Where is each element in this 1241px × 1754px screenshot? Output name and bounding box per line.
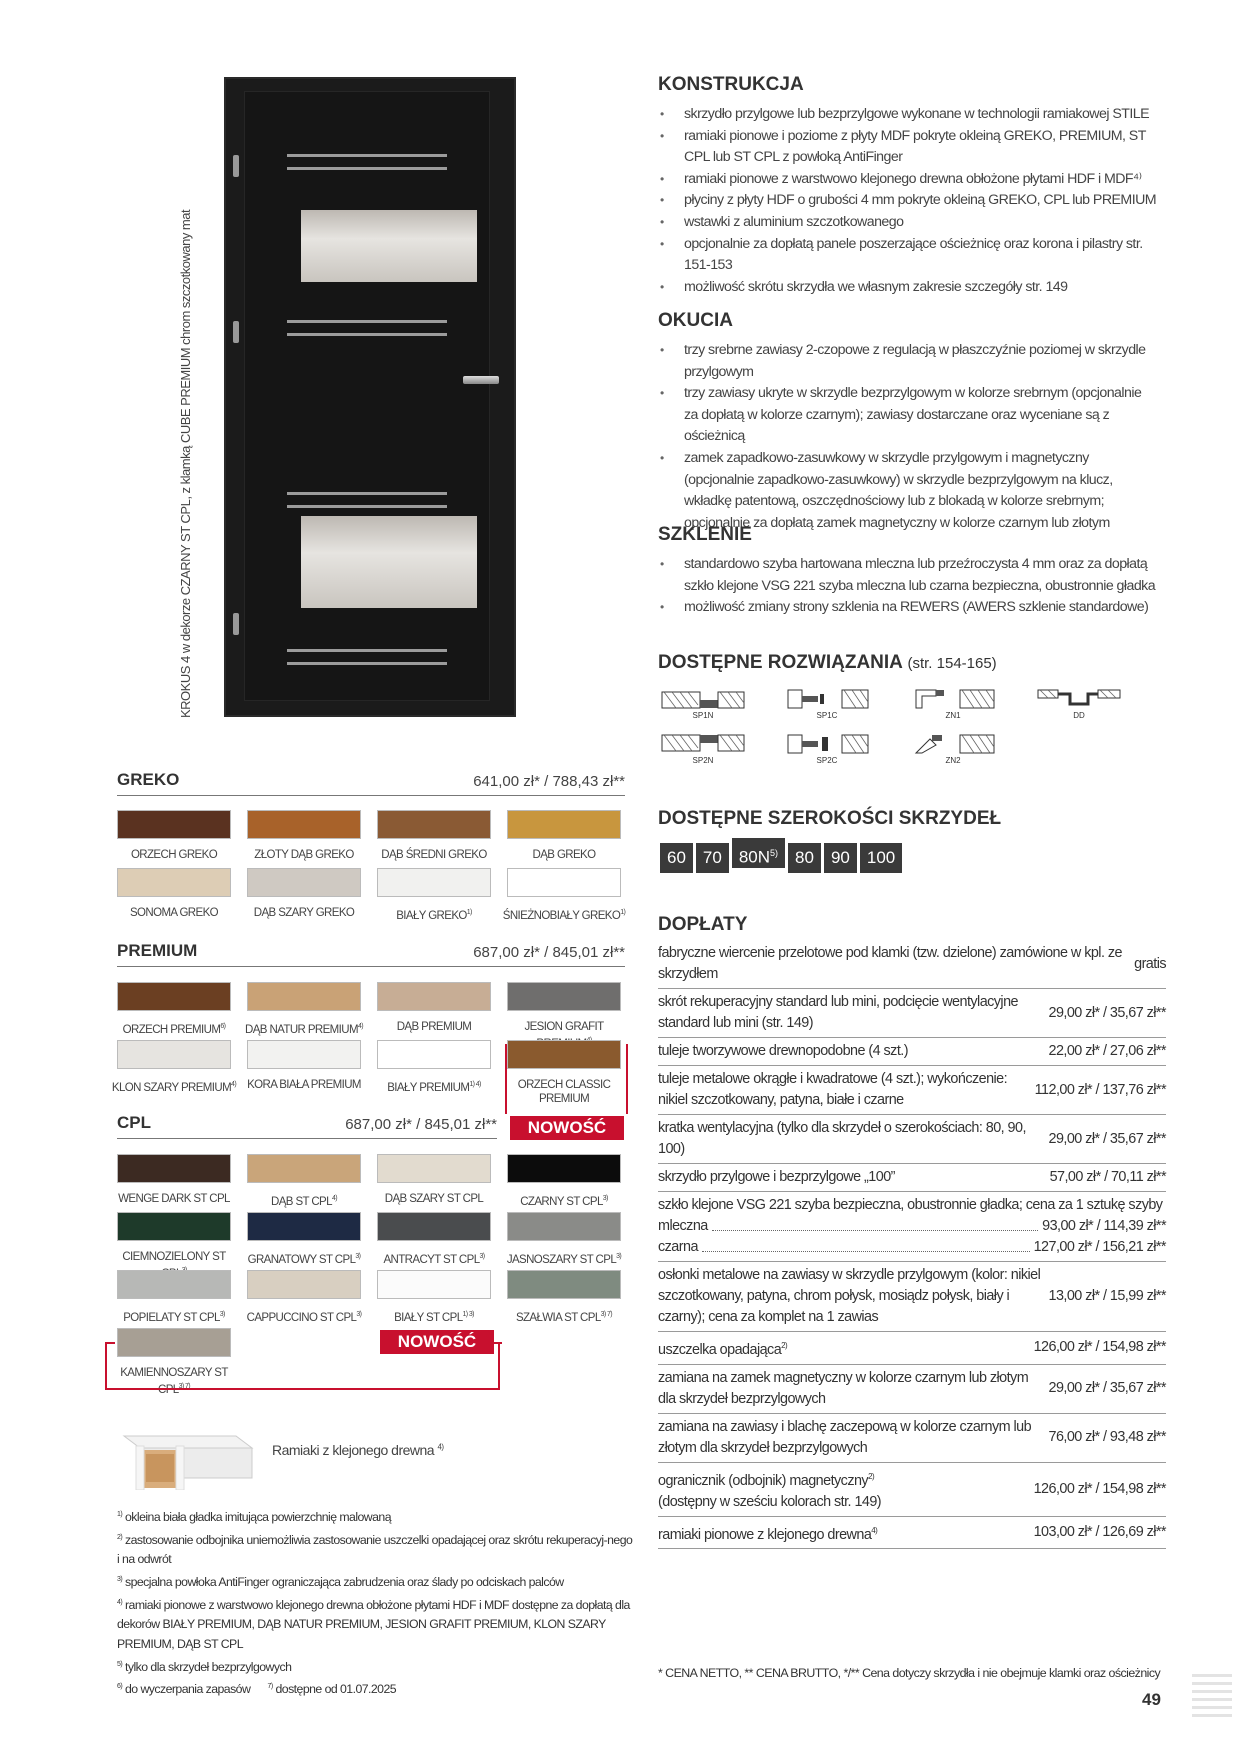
swatch-label: BIAŁY GREKO$^{1)}$: [396, 909, 472, 922]
width-list: [660, 838, 905, 873]
cpl-header: CPL 687,00 zł* / 845,01 zł**: [117, 1113, 497, 1139]
swatch-label: ŚNIEŻNOBIAŁY GREKO$^{1)}$: [502, 909, 626, 922]
profile-zn2: ZN2: [910, 733, 996, 765]
szklenie-heading: SZKLENIE: [658, 524, 752, 545]
list-item: • ramiaki pionowe z warstwowo klejonego drewna obłożone płytami HDF i MDF⁴⁾: [658, 169, 1158, 191]
swatch-label: ORZECH CLASSIC PREMIUM: [517, 1079, 611, 1105]
color-swatch: [117, 982, 231, 1011]
swatch-label: DĄB NATUR PREMIUM$^{4)}$: [245, 1023, 363, 1036]
color-swatch: [247, 1270, 361, 1299]
color-swatch: [247, 810, 361, 839]
width-chip-80n: $80N^{5)}$: [732, 838, 785, 868]
doplaty-heading: DOPŁATY: [658, 914, 748, 935]
rozwiazania-heading: DOSTĘPNE ROZWIĄZANIA (str. 154-165): [658, 652, 997, 673]
list-item: • skrzydło przylgowe lub bezprzylgowe wykonane w technologii ramiakowej STILE: [658, 104, 1158, 126]
table-row-vsg: szkło klejone VSG 221 szyba bezpieczna, obustronnie gładka; cena za 1 sztukę szyby mleczna 93,00 zł* / 114,39 zł** czarna 127,00 zł* / 156,21 zł**: [658, 1191, 1166, 1261]
swatch-label: DĄB PREMIUM: [396, 1021, 472, 1033]
color-swatch: [507, 1212, 621, 1241]
konstrukcja-list: [658, 104, 1158, 298]
table-row: zamiana na zamek magnetyczny w kolorze czarnym lub złotym dla skrzydeł bezprzylgowych 29,00 zł* / 35,67 zł**: [658, 1364, 1166, 1413]
profile-dd: DD: [1036, 688, 1122, 720]
profile-zn1: ZN1: [910, 688, 996, 720]
swatch-label: ORZECH GREKO: [130, 849, 218, 861]
color-swatch: [377, 1154, 491, 1183]
swatch-label: JESION GRAFIT: [524, 1021, 604, 1033]
color-swatch: [507, 1270, 621, 1299]
swatch-label: JASNOSZARY ST CPL$^{3)}$: [506, 1253, 622, 1266]
swatch-label: ZŁOTY DĄB GREKO: [254, 849, 354, 861]
list-item: • opcjonalnie za dopłatą panele poszerzające ościeżnicę oraz korona i pilastry str. 151-153: [658, 234, 1158, 277]
color-swatch: [507, 1154, 621, 1183]
color-swatch: [247, 868, 361, 897]
profile-sp2n: SP2N: [660, 733, 746, 765]
table-row: ramiaki pionowe z klejonego drewna$^{4)}$ 103,00 zł* / 126,69 zł**: [658, 1516, 1166, 1550]
swatch-label: DĄB GREKO: [532, 849, 596, 861]
swatch-label: CIEMNOZIELONY ST: [122, 1251, 226, 1263]
door-photo: [224, 77, 516, 717]
color-swatch: [117, 1212, 231, 1241]
color-swatch: [507, 810, 621, 839]
color-swatch: [377, 982, 491, 1011]
color-swatch: [247, 1040, 361, 1069]
color-swatch: [117, 1040, 231, 1069]
color-swatch: [247, 982, 361, 1011]
okucia-heading: OKUCIA: [658, 310, 733, 331]
list-item: • ramiaki pionowe i poziome z płyty MDF pokryte okleiną GREKO, PREMIUM, ST CPL lub ST CPL z powłoką AntiFinger: [658, 126, 1158, 169]
table-row: tuleje metalowe okrągłe i kwadratowe (4 szt.); wykończenie: nikiel szczotkowany, patyna, białe i czarne 112,00 zł* / 137,76 zł**: [658, 1065, 1166, 1114]
swatch-label: CZARNY ST CPL$^{3)}$: [520, 1195, 608, 1208]
profile-sp1n: SP1N: [660, 688, 746, 720]
list-item: • trzy zawiasy ukryte w skrzydle bezprzylgowym w kolorze srebrnym (opcjonalnie za dopłatą w kolorze czarnym); zawiasy dostarczane oraz wyceniane są z ościeżnicą: [658, 383, 1158, 448]
doplaty-table: [658, 940, 1166, 1549]
list-item: • wstawki z aluminium szczotkowanego: [658, 212, 1158, 234]
swatch-label: KORA BIAŁA PREMIUM: [247, 1079, 361, 1091]
width-chip: 80: [788, 843, 821, 873]
color-swatch: [117, 868, 231, 897]
profile-sp2c: SP2C: [784, 733, 870, 765]
swatch-label: DĄB SZARY ST CPL: [384, 1193, 484, 1205]
table-row: zamiana na zawiasy i blachę zaczepową w kolorze czarnym lub złotym dla skrzydeł bezprzylgowych 76,00 zł* / 93,48 zł**: [658, 1413, 1166, 1462]
swatch-label: WENGE DARK ST CPL: [118, 1193, 230, 1205]
color-swatch: [377, 1212, 491, 1241]
color-swatch: [507, 868, 621, 897]
table-row: skrzydło przylgowe i bezprzylgowe „100” 57,00 zł* / 70,11 zł**: [658, 1163, 1166, 1191]
color-swatch: [377, 868, 491, 897]
price-note: * CENA NETTO, ** CENA BRUTTO, */** Cena dotyczy skrzydła i nie obejmuje klamki oraz ościeżnicy: [658, 1666, 1161, 1680]
list-item: • płyciny z płyty HDF o grubości 4 mm pokryte okleiną GREKO, CPL lub PREMIUM: [658, 190, 1158, 212]
footnote: $^{2)}$ zastosowanie odbojnika uniemożliwia zastosowanie uszczelki opadającej oraz skrótu rekuperacyj-nego i na odwrót: [117, 1532, 633, 1567]
swatch-label: GRANATOWY ST CPL$^{3)}$: [247, 1253, 361, 1266]
swatch-label: ANTRACYT ST CPL$^{3)}$: [383, 1253, 485, 1266]
list-item: • możliwość skrótu skrzydła we własnym zakresie szczegóły str. 149: [658, 277, 1158, 299]
premium-new-frame: [505, 1044, 628, 1114]
color-swatch: [247, 1154, 361, 1183]
color-swatch: [377, 1270, 491, 1299]
swatch-label: KLON SZARY PREMIUM$^{4)}$: [111, 1081, 237, 1094]
table-row: skrót rekuperacyjny standard lub mini, podcięcie wentylacyjne standard lub mini (str. 149) 29,00 zł* / 35,67 zł**: [658, 988, 1166, 1037]
swatch-label: POPIELATY ST CPL$^{3)}$: [123, 1311, 225, 1324]
cpl-new-badge: NOWOŚĆ: [380, 1330, 494, 1354]
color-swatch: [247, 1212, 361, 1241]
swatch-label: DĄB ST CPL$^{4)}$: [271, 1195, 337, 1208]
premium-header: PREMIUM 687,00 zł* / 845,01 zł**: [117, 941, 625, 967]
premium-new-badge: NOWOŚĆ: [510, 1116, 624, 1140]
okucia-list: [658, 340, 1158, 534]
swatch-label: ORZECH PREMIUM$^{6)}$: [122, 1023, 226, 1036]
cpl-new-frame-tick: [105, 1342, 115, 1344]
color-swatch: [377, 810, 491, 839]
footnote: $^{3)}$ specjalna powłoka AntiFinger ograniczająca zabrudzenia oraz ślady po odciskach palców: [117, 1575, 564, 1590]
swatch-label: KAMIENNOSZARY ST $CPL^{3) 7)}$: [120, 1367, 228, 1396]
table-row: kratka wentylacyjna (tylko dla skrzydeł o szerokościach: 80, 90, 100) 29,00 zł* / 35,67 zł**: [658, 1114, 1166, 1163]
width-chip: 90: [824, 843, 857, 873]
width-chip: 100: [860, 843, 902, 873]
table-row: tuleje tworzywowe drewnopodobne (4 szt.) 22,00 zł* / 27,06 zł**: [658, 1037, 1166, 1065]
color-swatch: [117, 810, 231, 839]
footnote: $^{6)}$ do wyczerpania zapasów $^{7)}$ dostępne od 01.07.2025: [117, 1682, 397, 1697]
list-item: • standardowo szyba hartowana mleczna lub przeźroczysta 4 mm oraz za dopłatą szkło klejone VSG 221 szyba mleczna lub czarna bezpieczna, obustronnie gładka: [658, 554, 1168, 597]
swatch-label: SZAŁWIA ST $CPL^{3) 7)}$: [515, 1311, 613, 1324]
list-item: • możliwość zmiany strony szklenia na REWERS (AWERS szklenie standardowe): [658, 597, 1168, 619]
width-chip: 70: [696, 843, 729, 873]
profile-sp1c: SP1C: [784, 688, 870, 720]
swatch-label: CAPPUCCINO ST CPL$^{3)}$: [246, 1311, 362, 1324]
swatch-label: DĄB SZARY GREKO: [253, 907, 355, 919]
greko-header: GREKO 641,00 zł* / 788,43 zł**: [117, 770, 625, 796]
footnote: $^{4)}$ ramiaki pionowe z warstwowo klejonego drewna obłożone płytami HDF i MDF dostępne za dopłatą dla dekorów BIAŁY PREMIUM, DĄB NATUR PREMIUM, JESION GRAFIT PREMIUM, KLON SZARY PREMIUM, DĄB ST CPL: [117, 1597, 630, 1651]
footnote: $^{5)}$ tylko dla skrzydeł bezprzylgowych: [117, 1659, 292, 1674]
list-item: • zamek zapadkowo-zasuwkowy w skrzydle przylgowym i magnetyczny (opcjonalnie zapadkowo-zasuwkowy) w skrzydle bezprzylgowym na klucz, wkładkę patentową, oszczędnościowy lub z blokadą w kolorze srebrnym; opcjonalnie za dopłatą zamek magnetyczny w kolorze czarnym lub złotym: [658, 448, 1158, 534]
szerokosci-heading: DOSTĘPNE SZEROKOŚCI SKRZYDEŁ: [658, 808, 1002, 829]
door-caption: KROKUS 4 w dekorze CZARNY ST CPL, z klamką CUBE PREMIUM chrom szczotkowany mat: [178, 209, 193, 718]
width-chip: 60: [660, 843, 693, 873]
swatch-label: SONOMA GREKO: [129, 907, 218, 919]
swatch-label: BIAŁY ST $CPL^{1) 3)}$: [394, 1311, 474, 1324]
table-row: uszczelka opadająca$^{2)}$ 126,00 zł* / 154,98 zł**: [658, 1331, 1166, 1364]
szklenie-list: [658, 554, 1168, 619]
color-swatch: [507, 982, 621, 1011]
swatch-label: BIAŁY $PREMIUM^{1) 4)}$: [387, 1081, 481, 1094]
table-row: osłonki metalowe na zawiasy w skrzydle przylgowym (kolor: nikiel szczotkowany, patyna, chrom połysk, mosiądz połysk, biały i czarny); cena za komplet na 1 zawias 13,00 zł* / 15,99 zł**: [658, 1261, 1166, 1331]
swatch-label: DĄB ŚREDNI GREKO: [381, 849, 487, 861]
footnote: $^{1)}$ okleina biała gładka imitująca powierzchnię malowaną: [117, 1510, 392, 1525]
color-swatch: [377, 1040, 491, 1069]
ramiaki-image: [118, 1428, 258, 1490]
konstrukcja-heading: KONSTRUKCJA: [658, 74, 804, 95]
page-number: 49: [1142, 1690, 1161, 1709]
list-item: • trzy srebrne zawiasy 2-czopowe z regulacją w płaszczyźnie poziomej w skrzydle przylgowym: [658, 340, 1158, 383]
color-swatch: [117, 1270, 231, 1299]
ramiaki-label: Ramiaki z klejonego drewna $^{4)}$: [272, 1442, 444, 1458]
footnotes: [117, 1505, 637, 1700]
page-stripes: [1192, 1674, 1232, 1717]
table-row: fabryczne wiercenie przelotowe pod klamki (tzw. dzielone) zamówione w kpl. ze skrzydłem gratis: [658, 945, 1166, 982]
color-swatch: [117, 1154, 231, 1183]
table-row: ogranicznik (odbojnik) magnetyczny$^{2)}$ (dostępny w sześciu kolorach str. 149) 126,00 zł* / 154,98 zł**: [658, 1462, 1166, 1516]
